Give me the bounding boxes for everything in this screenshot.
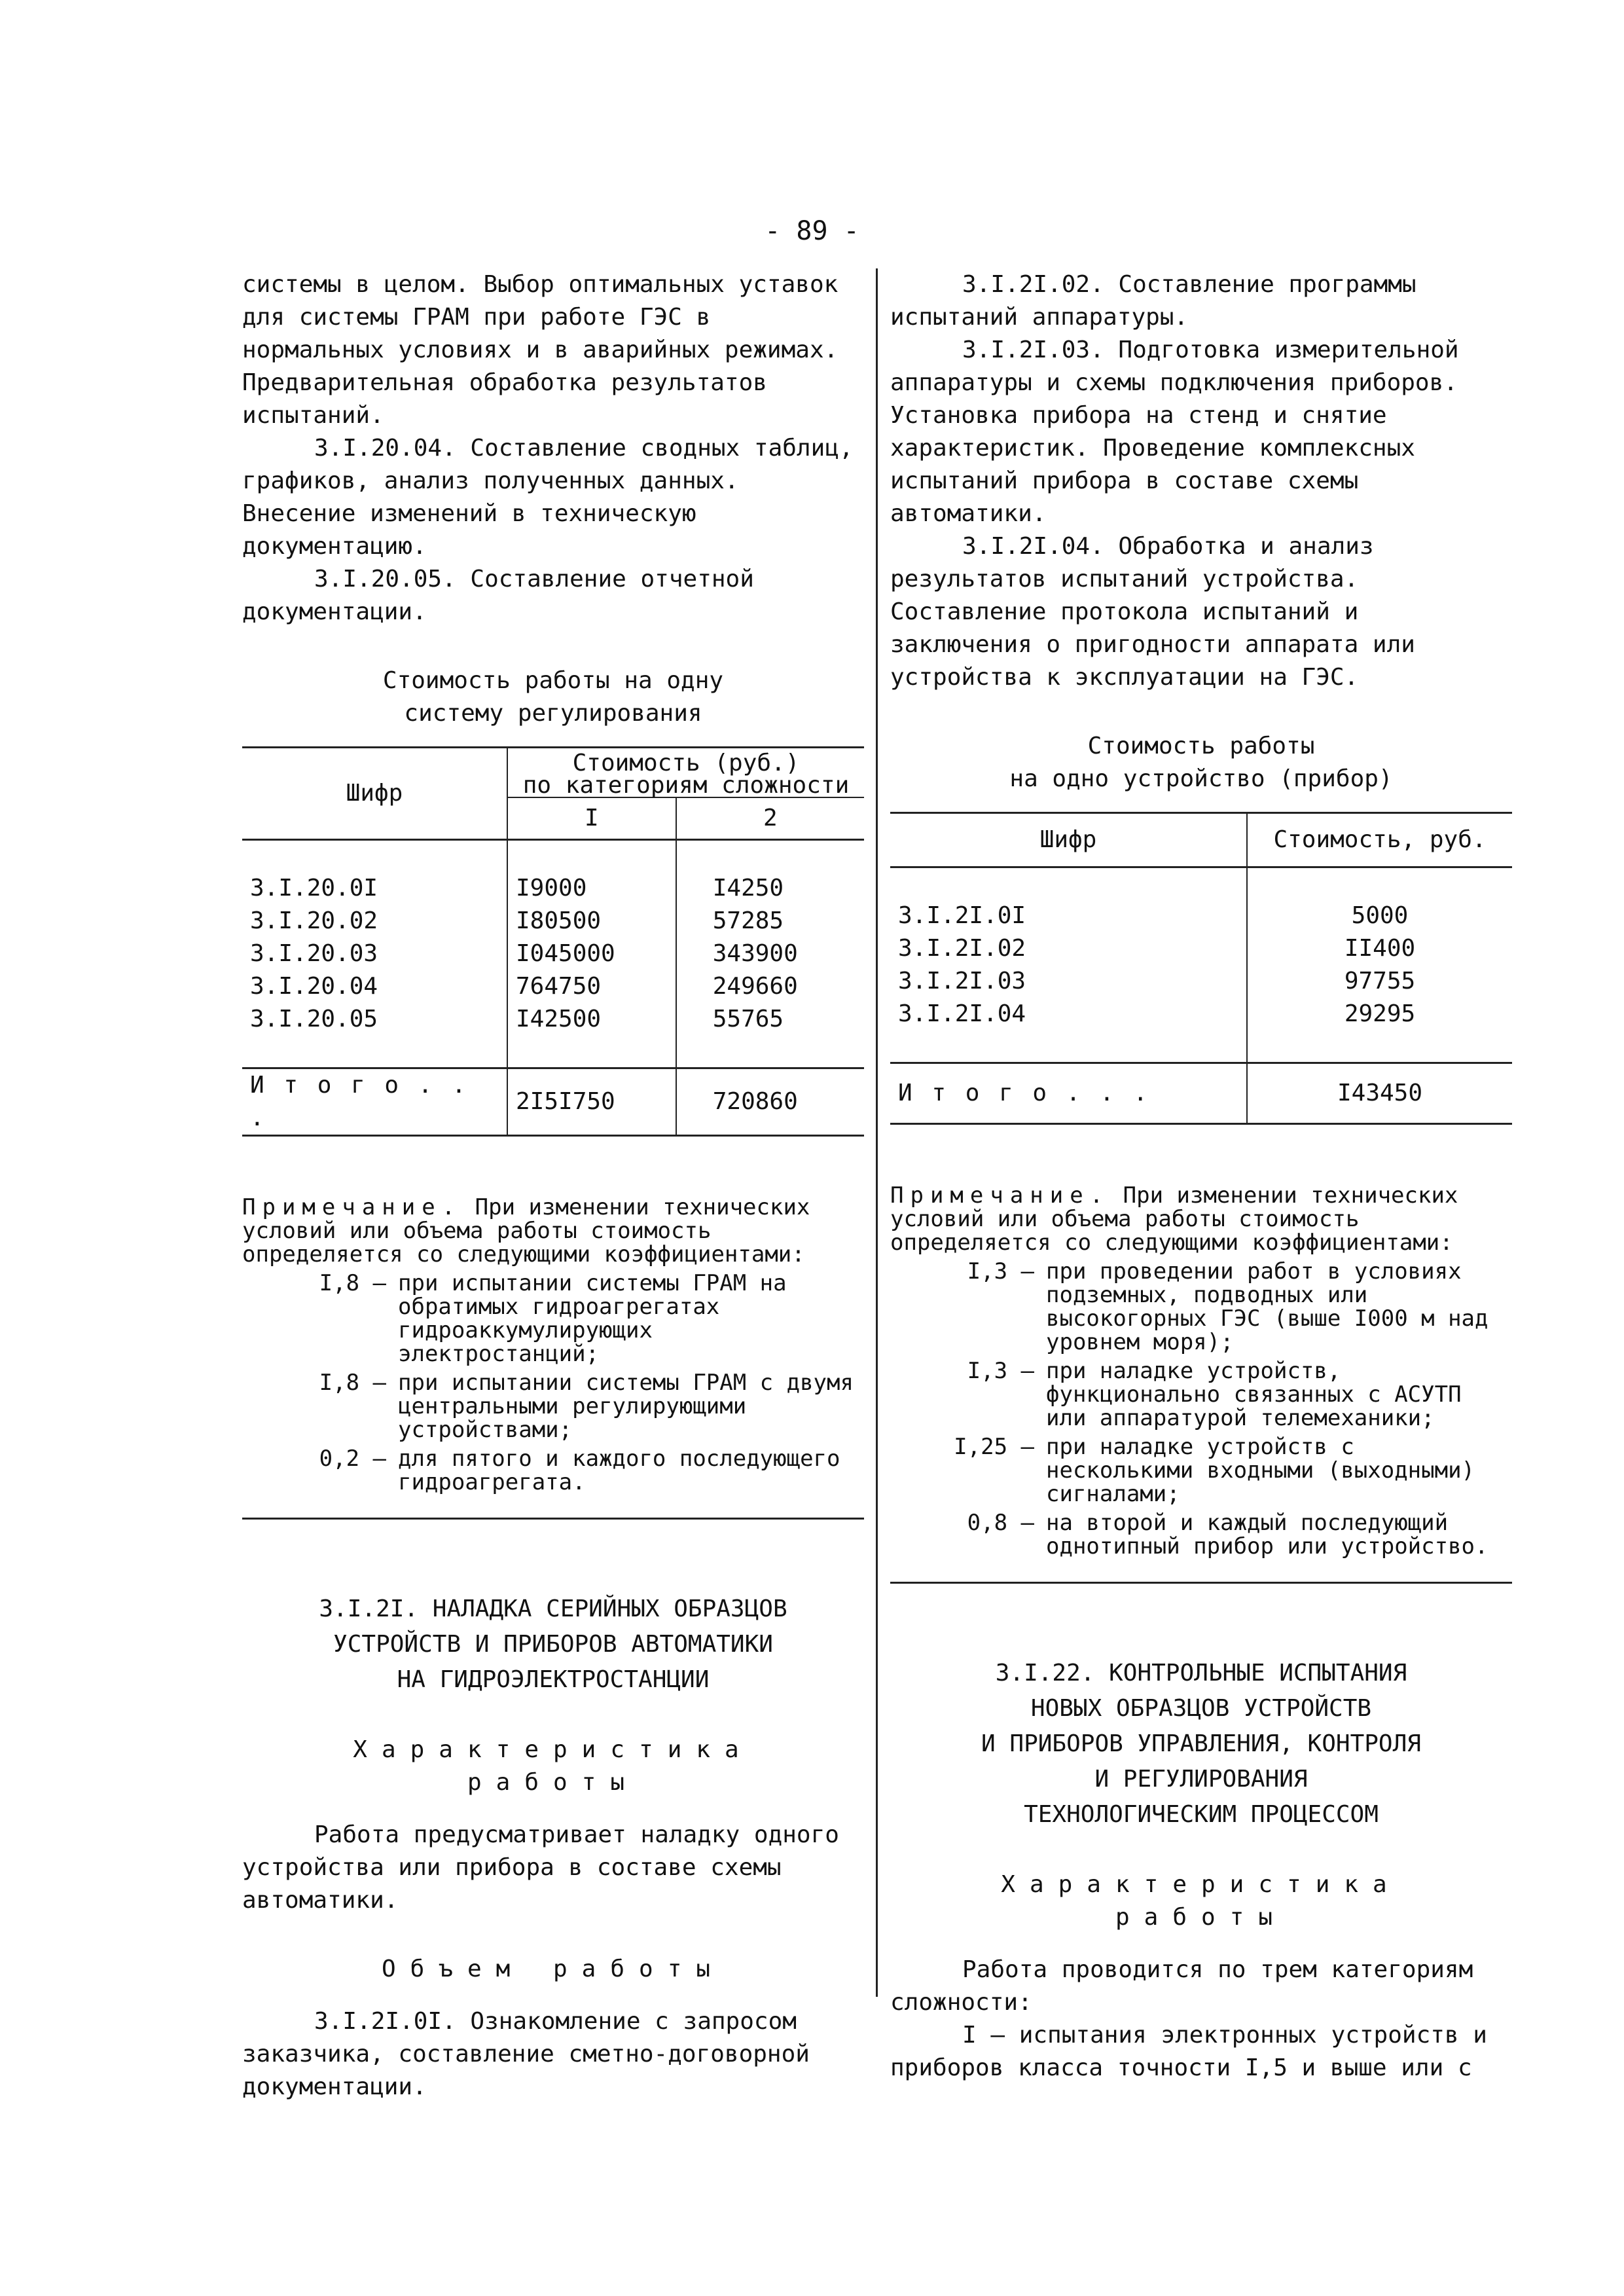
note-item: I,8 – при испытании системы ГРАМ с двумя центральными регулирующими устройствами; [319, 1370, 854, 1443]
left-paragraph-1: системы в целом. Выбор оптимальных уставок для системы ГРАМ при работе ГЭС в нормальных условиях и в аварийных режимах. Предварительная обработка результатов испытаний. [242, 271, 839, 429]
left-separator [242, 1518, 864, 1520]
table-total-row: И т о г о . . . 2I5I750 720860 [242, 1068, 864, 1136]
left-note: Примечание. При изменении технических условий или объема работы стоимость определяется со следующими коэффициентами: I,8 – при испытании системы ГРАМ на обратимых гидроагрегатах гидроаккумулирующих электростанций; I,8 – при испытании системы ГРАМ с двумя центральными регулирующими устройствами; 0,2 – для пятого и каждого последующего гидроагрегата. [242, 1195, 864, 1494]
right-section-title: 3.I.22. КОНТРОЛЬНЫЕ ИСПЫТАНИЯ НОВЫХ ОБРАЗЦОВ УСТРОЙСТВ И ПРИБОРОВ УПРАВЛЕНИЯ, КОНТРОЛЯ И РЕГУЛИРОВАНИЯ ТЕХНОЛОГИЧЕСКИМ ПРОЦЕССОМ [981, 1660, 1421, 1828]
table-header-code: Шифр [890, 813, 1247, 867]
right-paragraph-1: 3.I.2I.02. Составление программы испытаний аппаратуры. [890, 271, 1416, 331]
left-section-title: 3.I.2I. НАЛАДКА СЕРИЙНЫХ ОБРАЗЦОВ УСТРОЙСТВ И ПРИБОРОВ АВТОМАТИКИ НА ГИДРОЭЛЕКТРОСТАНЦИИ [319, 1595, 787, 1693]
left-table-caption: Стоимость работы на одну систему регулирования [382, 667, 724, 727]
note-item: I,3 – при наладке устройств, функционально связанных с АСУТП или аппаратурой телемеханики; [967, 1358, 1462, 1431]
right-table-caption: Стоимость работы на одно устройство (прибор) [1009, 733, 1393, 792]
table-subheader-1: I [507, 797, 676, 840]
left-paragraph-3: 3.I.20.05. Составление отчетной документации. [242, 566, 754, 625]
table-row: 3.I.2I.03 97755 [890, 965, 1512, 998]
table-header-cost: Стоимость, руб. [1273, 826, 1487, 853]
table-row: 3.I.20.05 I42500 55765 [242, 1003, 864, 1036]
note-item: 0,2 – для пятого и каждого последующего гидроагрегата. [319, 1446, 840, 1495]
left-paragraph-2: 3.I.20.04. Составление сводных таблиц, графиков, анализ полученных данных. Внесение изменений в техническую документацию. [242, 435, 854, 560]
table-row: 3.I.2I.02 II400 [890, 932, 1512, 965]
note-item: I,25 – при наладке устройств с несколькими входными (выходными) сигналами; [954, 1434, 1475, 1507]
note-item: I,8 – при испытании системы ГРАМ на обратимых гидроагрегатах гидроаккумулирующих электростанций; [319, 1270, 787, 1367]
table-header-cost: Стоимость (руб.) по категориям сложности [507, 748, 864, 798]
right-characteristic-text-1: Работа проводится по трем категориям сложности: [890, 1956, 1473, 2016]
cost-table-system [242, 746, 864, 1137]
right-characteristic-heading: Характеристика работы [1001, 1871, 1401, 1931]
right-paragraph-3: 3.I.2I.04. Обработка и анализ результатов испытаний устройства. Составление протокола испытаний и заключения о пригодности аппарата или устройства к эксплуатации на ГЭС. [890, 533, 1415, 691]
table-row: 3.I.2I.0I 5000 [890, 900, 1512, 932]
right-separator [890, 1582, 1512, 1584]
right-note: Примечание. При изменении технических условий или объема работы стоимость определяется со следующими коэффициентами: I,3 – при проведении работ в условиях подземных, подводных или высокогорных ГЭС (выше I000 м над уровнем моря); I,3 – при наладке устройств, функционально связанных с АСУТП или аппаратурой телемеханики; I,25 – при наладке устройств с несколькими входными (выходными) сигналами; 0,8 – на второй и каждый последующий однотипный прибор или устройство. [890, 1184, 1512, 1558]
cost-table-device [890, 812, 1512, 1125]
table-row: 3.I.20.0I I9000 I4250 [242, 872, 864, 905]
table-row: 3.I.20.04 764750 249660 [242, 970, 864, 1003]
left-column [242, 268, 864, 2104]
left-characteristic-heading: Характеристика работы [353, 1736, 753, 1796]
table-row: 3.I.2I.04 29295 [890, 998, 1512, 1030]
table-subheader-2: 2 [763, 805, 778, 831]
left-volume-text: 3.I.2I.0I. Ознакомление с запросом заказчика, составление сметно-договорной документации. [242, 2008, 810, 2100]
right-column [890, 268, 1512, 2085]
left-characteristic-text: Работа предусматривает наладку одного устройства или прибора в составе схемы автоматики. [242, 1821, 839, 1914]
right-characteristic-text-2: I – испытания электронных устройств и приборов класса точности I,5 и выше или с [890, 2022, 1487, 2081]
table-row: 3.I.20.03 I045000 343900 [242, 938, 864, 970]
table-header-code: Шифр [242, 748, 507, 840]
left-volume-heading: Объем работы [381, 1956, 725, 1982]
table-total-row: И т о г о . . . I43450 [890, 1063, 1512, 1124]
column-divider [876, 268, 878, 1997]
right-paragraph-2: 3.I.2I.03. Подготовка измерительной аппаратуры и схемы подключения приборов. Установка прибора на стенд и снятие характеристик. Проведение комплексных испытаний прибора в составе схемы автоматики. [890, 337, 1459, 527]
note-item: 0,8 – на второй и каждый последующий однотипный прибор или устройство. [967, 1510, 1489, 1559]
note-item: I,3 – при проведении работ в условиях подземных, подводных или высокогорных ГЭС (выше I000 м над уровнем моря); [967, 1258, 1489, 1355]
table-row: 3.I.20.02 I80500 57285 [242, 905, 864, 938]
page-number: - 89 - [765, 216, 859, 246]
